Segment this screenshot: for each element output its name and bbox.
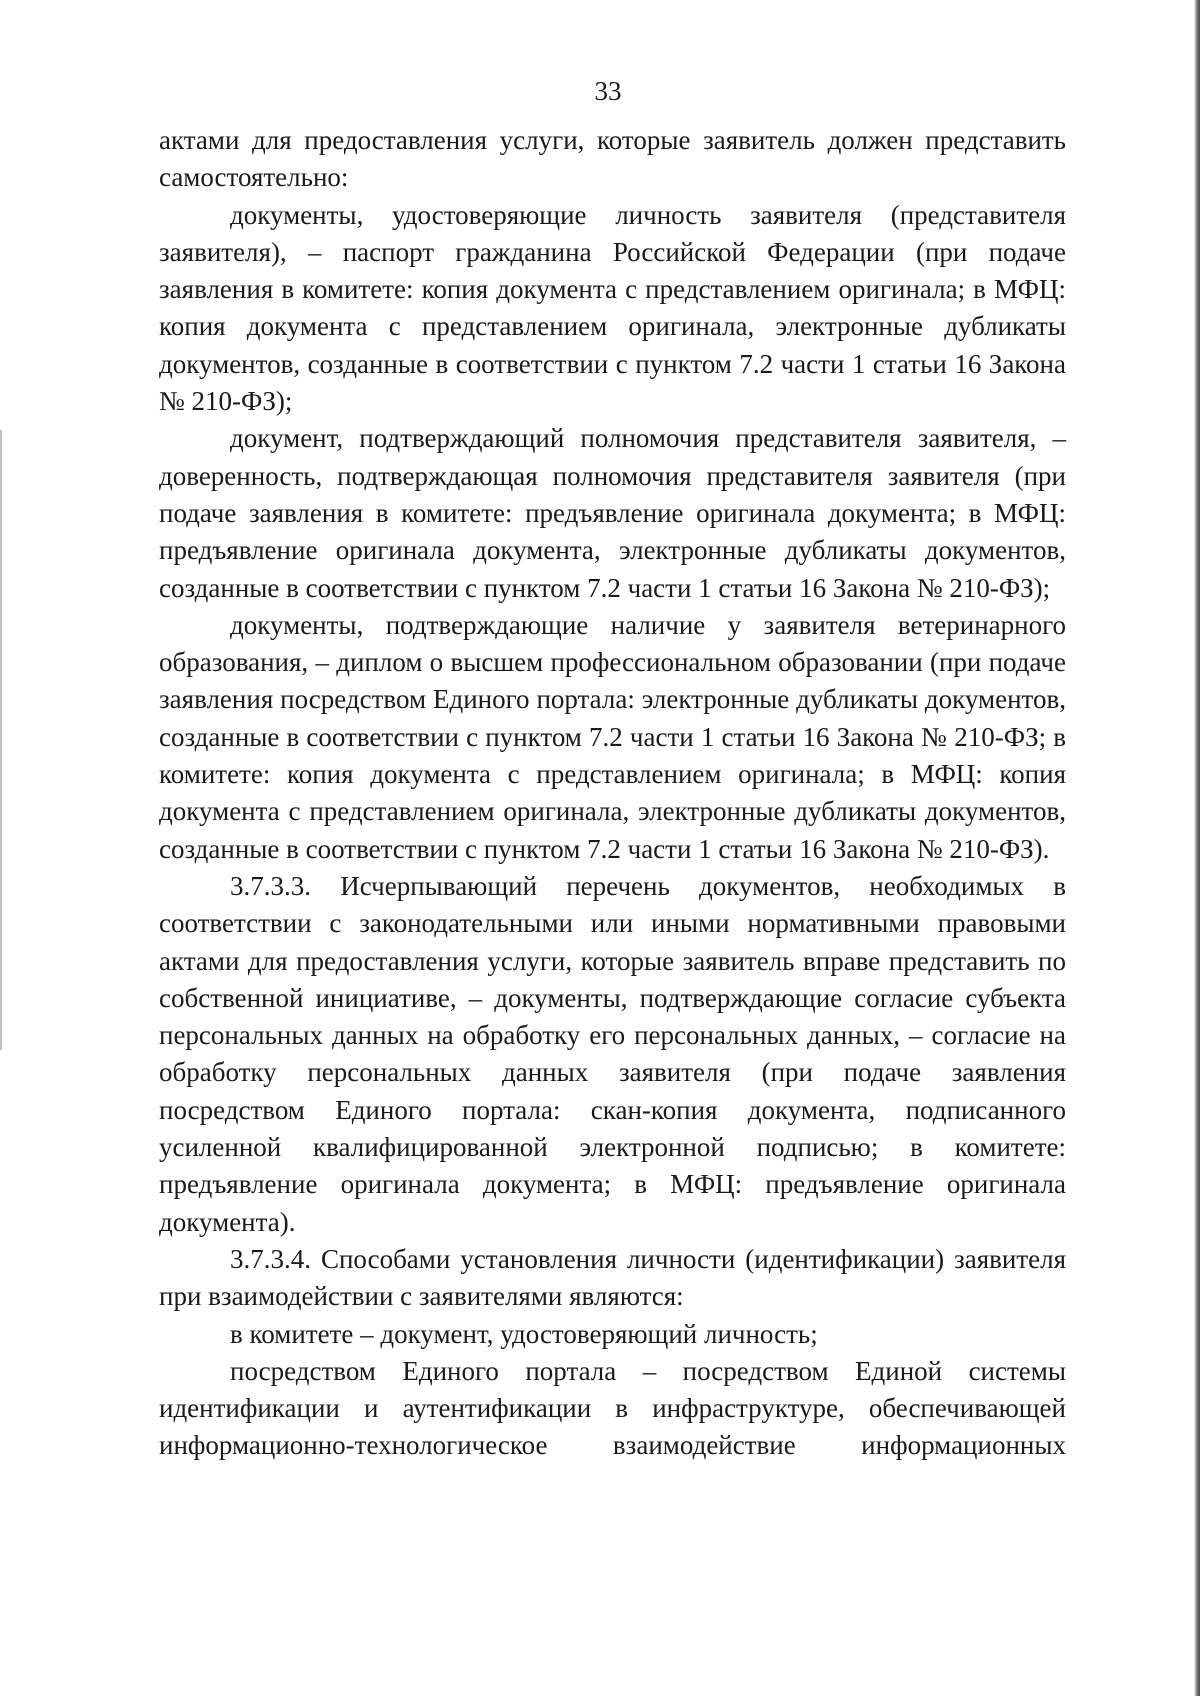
paragraph-continuation: актами для предоставления услуги, которые заявитель должен представить самостоятельно: bbox=[159, 125, 1066, 193]
scan-edge-mark bbox=[0, 430, 2, 1050]
paragraph-veterinary-education: документы, подтверждающие наличие у заявителя ветеринарного образования, – диплом о высшем профессиональном образовании (при подаче заявления посредством Единого портала: электронные дубликаты документов, созданные в соответствии с пунктом 7.2 части 1 статьи 16 Закона № 210-ФЗ; в комитете: копия документа с представлением оригинала; в МФЦ: копия документа с представлением оригинала, электронные дубликаты документов, созданные в соответствии с пунктом 7.2 части 1 статьи 16 Закона № 210-ФЗ). bbox=[159, 609, 1066, 864]
paragraph-in-committee: в комитете – документ, удостоверяющий личность; bbox=[230, 1318, 818, 1349]
paragraph-identity-documents: документы, удостоверяющие личность заявителя (представителя заявителя), – паспорт гражданина Российской Федерации (при подаче заявления в комитете: копия документа с представлением оригинала; в МФЦ: копия документа с представлением оригинала, электронные дубликаты документов, созданные в соответствии с пунктом 7.2 части 1 статьи 16 Закона № 210-ФЗ); bbox=[159, 199, 1066, 417]
paragraph-3-7-3-3: 3.7.3.3. Исчерпывающий перечень документов, необходимых в соответствии с законодательными или иными нормативными правовыми актами для предоставления услуги, которые заявитель вправе представить по собственной инициативе, – документы, подтверждающие согласие субъекта персональных данных на обработку его персональных данных, – согласие на обработку персональных данных заявителя (при подаче заявления посредством Единого портала: скан-копия документа, подписанного усиленной квалифицированной электронной подписью; в комитете: предъявление оригинала документа; в МФЦ: предъявление оригинала документа). bbox=[159, 870, 1066, 1237]
paragraph-power-of-attorney: документ, подтверждающий полномочия представителя заявителя, – доверенность, подтверждающая полномочия представителя заявителя (при подаче заявления в комитете: предъявление оригинала документа; в МФЦ: предъявление оригинала документа, электронные дубликаты документов, созданные в соответствии с пунктом 7.2 части 1 статьи 16 Закона № 210-ФЗ); bbox=[159, 423, 1066, 603]
page-number: 33 bbox=[594, 76, 622, 106]
document-body bbox=[159, 122, 1066, 1465]
scan-edge-shadow bbox=[1194, 0, 1200, 1696]
paragraph-3-7-3-4: 3.7.3.4. Способами установления личности (идентификации) заявителя при взаимодействии с заявителями являются: bbox=[159, 1243, 1066, 1312]
paragraph-via-portal: посредством Единого портала – посредством Единой системы идентификации и аутентификации в инфраструктуре, обеспечивающей информационно-технологическое взаимодействие информационных bbox=[159, 1355, 1066, 1461]
